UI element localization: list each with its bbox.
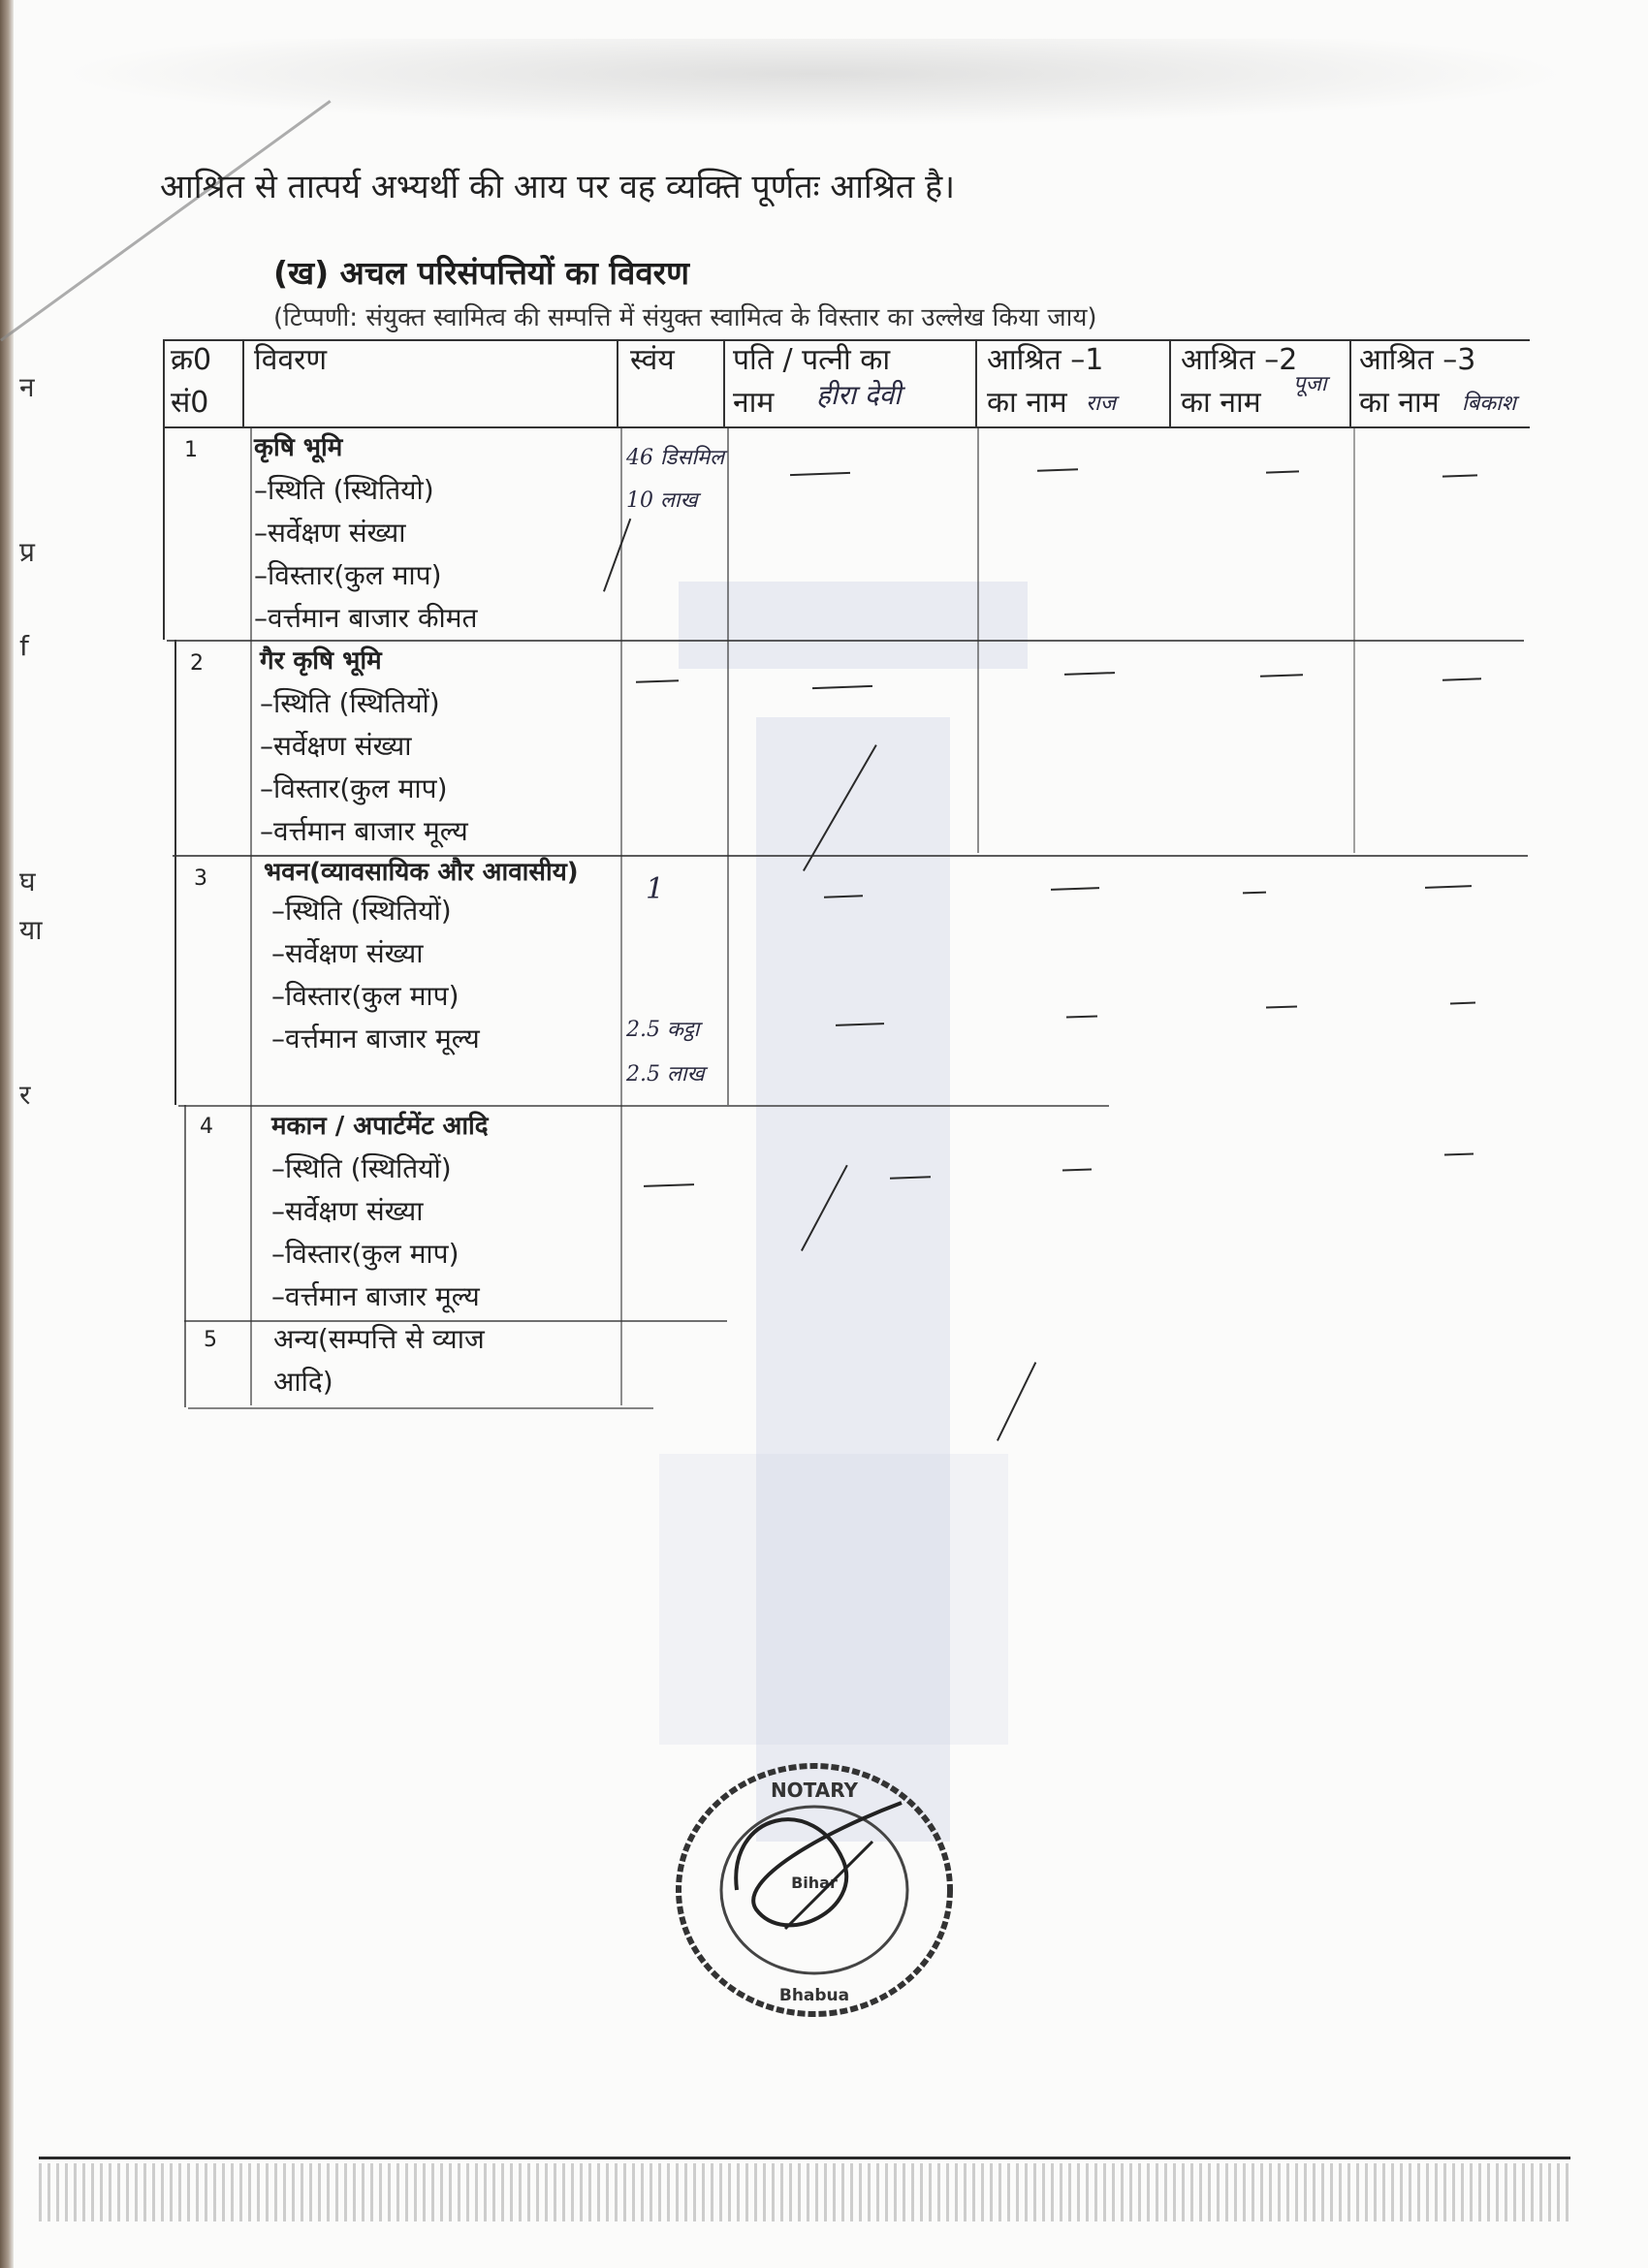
header-serial: क्र0 सं0 xyxy=(171,343,212,420)
col-line xyxy=(1353,426,1355,853)
self-value-area: 2.5 कट्ठा xyxy=(626,1018,700,1042)
col-line xyxy=(723,339,725,426)
strike-mark xyxy=(603,519,631,592)
nil-mark xyxy=(1266,1005,1297,1008)
row-serial: 1 xyxy=(184,438,198,462)
row-description: गैर कृषि भूमि –स्थिति (स्थितियों) –सर्वेक्षण संख्या –विस्तार(कुल माप) –वर्त्तमान बाजार मूल्य xyxy=(260,646,468,847)
row-description: भवन(व्यावसायिक और आवासीय) –स्थिति (स्थितियों) –सर्वेक्षण संख्या –विस्तार(कुल माप) –वर्त्तमान बाजार मूल्य xyxy=(264,858,579,1055)
header-description: विवरण xyxy=(254,343,328,377)
col-line xyxy=(977,426,979,853)
self-value-price: 2.5 लाख xyxy=(626,1062,705,1087)
nil-mark xyxy=(644,1183,694,1187)
header-dependent-3: आश्रित –3 का नाम xyxy=(1359,343,1476,420)
nil-mark xyxy=(1037,468,1078,471)
row-serial: 5 xyxy=(204,1328,217,1352)
nil-mark xyxy=(1444,1152,1474,1155)
self-value-price: 10 लाख xyxy=(626,488,698,513)
nil-mark xyxy=(1442,474,1477,477)
margin-remnants: न प्र f घ या र xyxy=(19,371,43,1111)
scan-smudge xyxy=(58,39,1570,126)
header-spouse: पति / पत्नी का नाम xyxy=(733,343,891,420)
col-line xyxy=(975,339,977,426)
strike-mark xyxy=(997,1362,1036,1441)
header-dependent-2: आश्रित –2 का नाम xyxy=(1181,343,1298,420)
nil-mark xyxy=(1064,672,1115,676)
section-note: (टिप्पणी: संयुक्त स्वामित्व की सम्पत्ति में संयुक्त स्वामित्व के विस्तार का उल्लेख किया जाय) xyxy=(273,303,1097,332)
nil-mark xyxy=(1243,892,1266,895)
stamp-top-text: NOTARY xyxy=(770,1779,859,1802)
nil-mark xyxy=(1450,1002,1475,1005)
scan-footer-line xyxy=(39,2157,1570,2159)
col-line xyxy=(727,426,729,1105)
header-self: स्वंय xyxy=(630,343,675,377)
nil-mark xyxy=(812,685,872,689)
nil-mark xyxy=(1260,674,1303,677)
section-title: (ख) अचल परिसंपत्तियों का विवरण xyxy=(273,254,690,292)
nil-mark xyxy=(790,472,850,476)
nil-mark xyxy=(1066,1015,1097,1018)
faint-mark xyxy=(659,1454,1008,1745)
col-line xyxy=(620,426,622,1405)
row-divider xyxy=(188,1407,653,1409)
col-line xyxy=(1349,339,1351,426)
col-line xyxy=(1169,339,1171,426)
stamp-line-2: Bhabua xyxy=(778,1986,850,2005)
header-dependent-1: आश्रित –1 का नाम xyxy=(987,343,1104,420)
col-line xyxy=(242,339,244,426)
stamp-line-1: Bihar xyxy=(791,1874,838,1892)
col-line xyxy=(250,426,252,1405)
row-description: मकान / अपार्टमेंट आदि –स्थिति (स्थितियों) –सर्वेक्षण संख्या –विस्तार(कुल माप) –वर्त्तमान बाजार मूल्य xyxy=(271,1112,489,1312)
self-value-area: 46 डिसमिल xyxy=(626,446,725,470)
col-line xyxy=(174,640,176,1105)
row-serial: 2 xyxy=(190,651,204,676)
dependent-2-name-handwritten: पूजा xyxy=(1293,372,1327,396)
nil-mark xyxy=(1062,1168,1092,1171)
row-serial: 3 xyxy=(194,866,207,891)
row-description: अन्य(सम्पत्ति से व्याज आदि) xyxy=(273,1323,485,1398)
nil-mark xyxy=(1266,470,1299,473)
nil-mark xyxy=(636,679,679,683)
col-line xyxy=(184,1105,186,1407)
nil-mark xyxy=(1051,887,1099,891)
scan-footer-noise xyxy=(39,2163,1570,2221)
dependent-3-name-handwritten: बिकाश xyxy=(1462,392,1516,416)
col-line xyxy=(617,339,618,426)
intro-line: आश्रित से तात्पर्य अभ्यर्थी की आय पर वह व्यक्ति पूर्णतः आश्रित है। xyxy=(160,168,956,206)
dependent-1-name-handwritten: राज xyxy=(1086,392,1117,416)
notary-stamp xyxy=(669,1754,960,2026)
row-serial: 4 xyxy=(200,1115,213,1139)
self-value-count: 1 xyxy=(646,872,665,906)
nil-mark xyxy=(1425,885,1472,889)
faint-mark xyxy=(679,582,1028,669)
spouse-name-handwritten: हीरा देवी xyxy=(816,379,902,411)
col-line xyxy=(163,339,165,640)
row-description: कृषि भूमि –स्थिति (स्थितियो) –सर्वेक्षण संख्या –विस्तार(कुल माप) –वर्त्तमान बाजार कीमत xyxy=(254,433,478,634)
nil-mark xyxy=(1442,677,1481,680)
